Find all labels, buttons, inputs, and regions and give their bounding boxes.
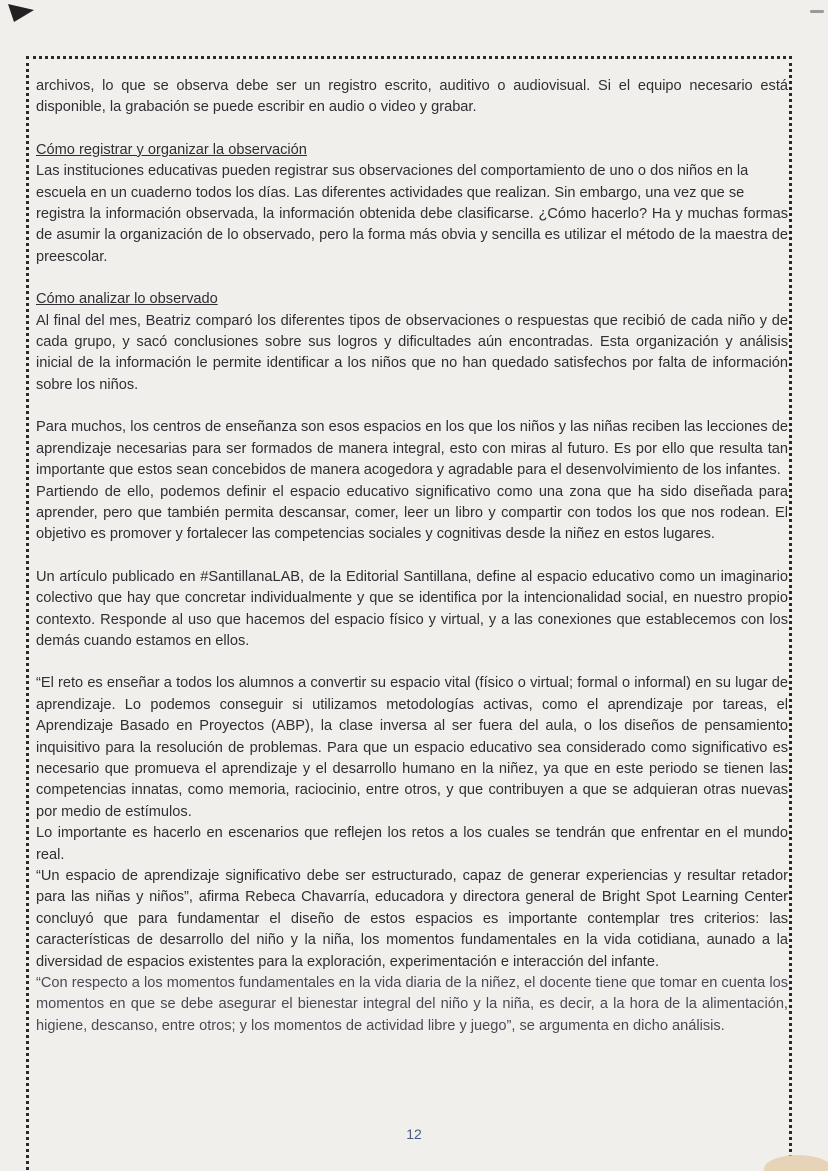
articulo-paragraph: Un artículo publicado en #SantillanaLAB, de la Editorial Santillana, define al espacio educativo como un imaginario colectivo que hay que concretar individualmente y que se identifica por la intencionalidad social, en nuestro propio contexto. Responde al uso que hacemos del espacio físico y virtual, y a las conexiones que establecemos con los demás cuando estamos en ellos. [36, 568, 788, 649]
section-heading-register: Cómo registrar y organizar la observación [36, 141, 307, 158]
reto-quote-paragraph: “El reto es enseñar a todos los alumnos a convertir su espacio vital (físico o virtual; formal o informal) en su lugar de aprendizaje. Lo podemos conseguir si utilizamos metodologías activas, como el aprendizaje por tareas, el Aprendizaje Basado en Proyectos (ABP), la clase inversa al ser fuera del aula, o los diseños de pensamiento inquisitivo para la resolución de problemas. Para que un espacio educativo sea considerado como significativo es necesario que promueva el aprendizaje y el desarrollo humano en la niñez, ya que en este periodo se tienen las competencias innatas, como memoria, raciocinio, entre otros, y que contribuyen a que se adquieran otras nuevas por medio de estímulos. [36, 675, 788, 820]
register-paragraph-1: Las instituciones educativas pueden registrar sus observaciones del comportamiento de uno o dos niños en la escuela en un cuaderno todos los días. Las diferentes actividades que realizan. Sin embargo, una vez que se [36, 163, 749, 201]
corner-triangle-mark [6, 2, 36, 24]
corner-dash-mark [810, 10, 824, 13]
section-heading-analyze: Cómo analizar lo observado [36, 291, 218, 308]
importante-paragraph: Lo importante es hacerlo en escenarios que reflejen los retos a los cuales se tendrán que enfrentar en el mundo real. [36, 825, 788, 863]
page-content [36, 76, 788, 1037]
register-paragraph-2: registra la información observada, la información obtenida debe clasificarse. ¿Cómo hacerlo? Ha y muchas formas de asumir la organización de lo observado, pero la forma más obvia y sencilla es utilizar el método de la maestra de preescolar. [36, 206, 788, 265]
partiendo-paragraph: Partiendo de ello, podemos definir el espacio educativo significativo como una zona que ha sido diseñada para aprender, pero que también permita descansar, comer, leer un libro y compartir con todos los que nos rodean. El objetivo es promover y fortalecer las competencias sociales y cognitivas desde la niñez en estos lugares. [36, 483, 788, 543]
intro-paragraph: archivos, lo que se observa debe ser un registro escrito, auditivo o audiovisual. Si el equipo necesario está disponible, la grabación se puede escribir en audio o video y grabar. [36, 78, 788, 116]
corner-decoration [748, 1145, 828, 1171]
momentos-quote-paragraph: “Con respecto a los momentos fundamentales en la vida diaria de la niñez, el docente tiene que tomar en cuenta los momentos en que se debe asegurar el bienestar integral del niño y la niña, es decir, a la hora de la alimentación, higiene, descanso, entre otros; y los momentos de actividad libre y juego”, se argumenta en dicho análisis. [36, 975, 788, 1034]
analyze-paragraph: Al final del mes, Beatriz comparó los diferentes tipos de observaciones o respuestas que recibió de cada niño y de cada grupo, y sacó conclusiones sobre sus logros y dificultades aún encontradas. Esta organización y análisis inicial de la información le permite identificar a los niños que no han quedado satisfechos por falta de información sobre los niños. [36, 312, 788, 393]
centros-paragraph: Para muchos, los centros de enseñanza son esos espacios en los que los niños y las niñas reciben las lecciones de aprendizaje necesarias para ser formados de manera integral, esto con miras al futuro. Es por ello que resulta tan importante que estos sean concebidos de manera acogedora y agradable para el desenvolvimiento de los infantes. [36, 419, 788, 479]
page-number: 12 [406, 1126, 422, 1142]
espacio-quote-paragraph: “Un espacio de aprendizaje significativo debe ser estructurado, capaz de generar experiencias y resultar retador para las niñas y niños”, afirma Rebeca Chavarría, educadora y directora general de Bright Spot Learning Center concluyó que para fundamentar el diseño de estos espacios es importante contemplar tres criterios: las características de desarrollo del niño y la niña, los momentos fundamentales en la vida cotidiana, aunado a la diversidad de espacios existentes para la exploración, experimentación e interacción del infante. [36, 868, 788, 970]
